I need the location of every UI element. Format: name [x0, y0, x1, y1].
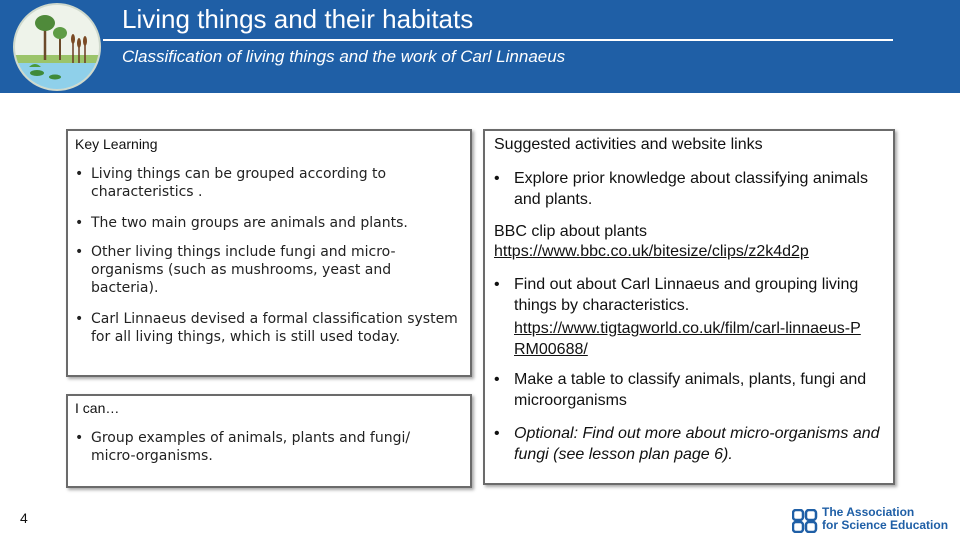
- tigtag-link[interactable]: https://www.tigtagworld.co.uk/film/carl-linnaeus-PRM00688/: [514, 320, 861, 358]
- bbc-clip-link[interactable]: https://www.bbc.co.uk/bitesize/clips/z2k4d2p: [494, 243, 809, 260]
- bullet-icon: •: [494, 425, 500, 442]
- i-can-heading: I can…: [75, 400, 120, 416]
- key-learning-item: • Other living things include fungi and micro-organisms (such as mushrooms, yeast and bacteria).: [75, 244, 396, 296]
- activities-heading: Suggested activities and website links: [494, 136, 763, 153]
- page-title: Living things and their habitats: [122, 4, 474, 34]
- bullet-icon: •: [494, 170, 500, 187]
- key-learning-item: • Living things can be grouped according to characteristics .: [75, 166, 387, 200]
- ase-brand-text: The Association for Science Education: [822, 505, 949, 532]
- bullet-icon: •: [494, 371, 500, 388]
- ase-brand: [792, 507, 952, 535]
- bullet-icon: •: [75, 430, 84, 446]
- bbc-clip-label: BBC clip about plants: [494, 223, 647, 240]
- bullet-icon: •: [75, 311, 84, 327]
- i-can-item: • Group examples of animals, plants and fungi/ micro-organisms.: [75, 430, 411, 464]
- key-learning-item: • Carl Linnaeus devised a formal classification system for all living things, which is still used today.: [75, 311, 458, 345]
- title-divider: [103, 39, 893, 41]
- header-banner: [0, 0, 960, 93]
- key-learning-item: • The two main groups are animals and plants.: [75, 215, 408, 231]
- activity-item: • Explore prior knowledge about classifying animals and plants.: [494, 170, 868, 208]
- page-subtitle: Classification of living things and the work of Carl Linnaeus: [122, 47, 566, 66]
- page-number: 4: [20, 510, 28, 526]
- activity-item-optional: • Optional: Find out more about micro-organisms and fungi (see lesson plan page 6).: [494, 425, 880, 463]
- bullet-icon: •: [75, 244, 84, 260]
- activity-item: • Find out about Carl Linnaeus and grouping living things by characteristics.: [494, 276, 859, 314]
- pond-habitat-icon: [13, 3, 101, 91]
- key-learning-box: [66, 129, 472, 377]
- activities-box: [483, 129, 895, 485]
- bullet-icon: •: [494, 276, 500, 293]
- activity-item: • Make a table to classify animals, plants, fungi and microorganisms: [494, 371, 867, 409]
- i-can-box: [66, 394, 472, 488]
- ase-logo-icon: [792, 509, 818, 533]
- bullet-icon: •: [75, 166, 84, 182]
- bullet-icon: •: [75, 215, 84, 231]
- key-learning-heading: Key Learning: [75, 136, 158, 152]
